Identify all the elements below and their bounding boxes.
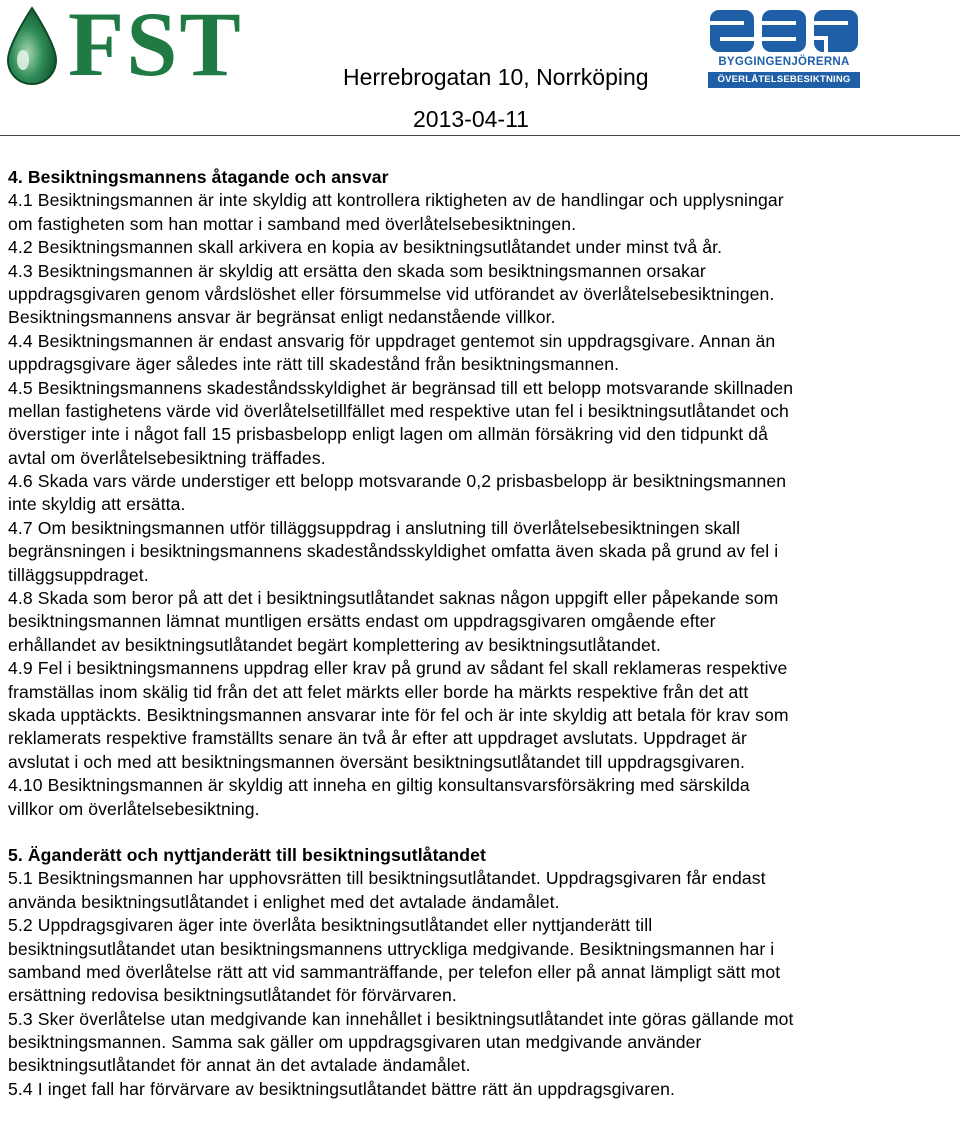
text-line: mellan fastighetens värde vid överlåtelsetillfället med respektive utan fel i besiktningsutlåtandet och xyxy=(8,400,789,421)
text-line: 4.2 Besiktningsmannen skall arkivera en kopia av besiktningsutlåtandet under minst två år. xyxy=(8,237,723,258)
page-header xyxy=(0,0,960,136)
text-line: 4.8 Skada som beror på att det i besiktningsutlåtandet saknas någon uppgift eller påpekande som xyxy=(8,588,779,609)
text-line: villkor om överlåtelsebesiktning. xyxy=(8,798,260,819)
sbr-logo xyxy=(708,8,860,88)
sbr-logo-line1: BYGGINGENJÖRERNA xyxy=(718,56,850,68)
text-line: besiktningsmannen lämnat muntligen ersätts endast om uppdragsgivaren omgående efter xyxy=(8,611,716,632)
text-line: 4.6 Skada vars värde understiger ett belopp motsvarande 0,2 prisbasbelopp är besiktningsmannen xyxy=(8,471,787,492)
section-heading: 5. Äganderätt och nyttjanderätt till besiktningsutlåtandet xyxy=(8,844,486,865)
text-line: 5.2 Uppdragsgivaren äger inte överlåta besiktningsutlåtandet eller nyttjanderätt till xyxy=(8,915,653,936)
text-line: 4.7 Om besiktningsmannen utför tilläggsuppdrag i anslutning till överlåtelsebesiktningen skall xyxy=(8,517,741,538)
text-line: 4.4 Besiktningsmannen är endast ansvarig för uppdraget gentemot sin uppdragsgivare. Annan än xyxy=(8,330,776,351)
text-line: reklamerats respektive framställts senare än två år efter att uppdraget avslutats. Uppdraget är xyxy=(8,728,748,749)
text-line: skada upptäckts. Besiktningsmannen ansvarar inte för fel och är inte skyldig att betala för krav som xyxy=(8,704,789,725)
text-line: 5.3 Sker överlåtelse utan medgivande kan innehållet i besiktningsutlåtandet inte göras gällande mot xyxy=(8,1008,794,1029)
text-line: 5.1 Besiktningsmannen har upphovsrätten till besiktningsutlåtandet. Uppdragsgivaren får endast xyxy=(8,868,766,889)
text-line: avslutat i och med att besiktningsmannen översänt besiktningsutlåtandet till uppdragsgivaren. xyxy=(8,751,745,772)
text-line: besiktningsutlåtandet för annat än det avtalade ändamålet. xyxy=(8,1055,471,1076)
text-line: avtal om överlåtelsebesiktning träffades. xyxy=(8,447,326,468)
header-divider xyxy=(0,135,960,136)
text-line: 4.9 Fel i besiktningsmannens uppdrag eller krav på grund av sådant fel skall reklameras respektive xyxy=(8,658,788,679)
text-line: 4.5 Besiktningsmannens skadeståndsskyldighet är begränsad till ett belopp motsvarande skillnaden xyxy=(8,377,794,398)
text-line: samband med överlåtelse rätt att vid sammanträffande, per telefon eller på annat lämpligt sätt mot xyxy=(8,961,781,982)
text-line: tilläggsuppdraget. xyxy=(8,564,149,585)
text-line: begränsningen i besiktningsmannens skadeståndsskyldighet omfatta även skada på grund av fel i xyxy=(8,541,779,562)
text-line: erhållandet av besiktningsutlåtandet begärt komplettering av besiktningsutlåtandet. xyxy=(8,634,661,655)
property-address: Herrebrogatan 10, Norrköping xyxy=(343,64,649,90)
text-line: överstiger inte i något fall 15 prisbasbelopp enligt lagen om allmän försäkring vid den tidpunkt då xyxy=(8,424,769,445)
inspection-date: 2013-04-11 xyxy=(413,106,529,132)
text-line: besiktningsutlåtandet utan besiktningsmannens uttryckliga medgivande. Besiktningsmannen har i xyxy=(8,938,775,959)
fst-logo xyxy=(2,0,272,95)
text-line: 4.10 Besiktningsmannen är skyldig att inneha en giltig konsultansvarsförsäkring med särskilda xyxy=(8,775,750,796)
text-line: uppdragsgivare äger således inte rätt till skadestånd från besiktningsmannen. xyxy=(8,354,620,375)
text-line: 5.4 I inget fall har förvärvare av besiktningsutlåtandet bättre rätt än uppdragsgivaren. xyxy=(8,1078,676,1099)
sbr-logo-line2: ÖVERLÅTELSEBESIKTNING xyxy=(708,72,860,88)
text-line: om fastigheten som han mottar i samband med överlåtelsebesiktningen. xyxy=(8,213,577,234)
droplet-icon xyxy=(2,4,62,88)
text-line: Besiktningsmannens ansvar är begränsat enligt nedanstående villkor. xyxy=(8,307,556,328)
section-heading: 4. Besiktningsmannens åtagande och ansvar xyxy=(8,167,389,187)
text-line: framställas inom skälig tid från det att felet märkts eller borde ha märkts respektive från det att xyxy=(8,681,749,702)
section-4-paragraphs xyxy=(8,189,948,821)
document-body xyxy=(8,166,948,1101)
text-line: använda besiktningsutlåtandet i enlighet med det avtalade ändamålet. xyxy=(8,891,560,912)
section-5-paragraphs xyxy=(8,867,948,1101)
sbr-letters-graphic xyxy=(708,8,860,54)
text-line: 4.1 Besiktningsmannen är inte skyldig att kontrollera riktigheten av de handlingar och upplysningar xyxy=(8,190,784,211)
text-line: uppdragsgivaren genom vårdslöshet eller försummelse vid utförandet av överlåtelsebesiktningen. xyxy=(8,283,775,304)
text-line: inte skyldig att ersätta. xyxy=(8,494,186,515)
text-line: besiktningsmannen. Samma sak gäller om uppdragsgivaren utan medgivande använder xyxy=(8,1032,702,1053)
fst-logo-text: FST xyxy=(68,0,243,95)
section-spacer xyxy=(8,821,948,844)
text-line: 4.3 Besiktningsmannen är skyldig att ersätta den skada som besiktningsmannen orsakar xyxy=(8,260,706,281)
text-line: ersättning redovisa besiktningsutlåtandet för förvärvaren. xyxy=(8,985,457,1006)
